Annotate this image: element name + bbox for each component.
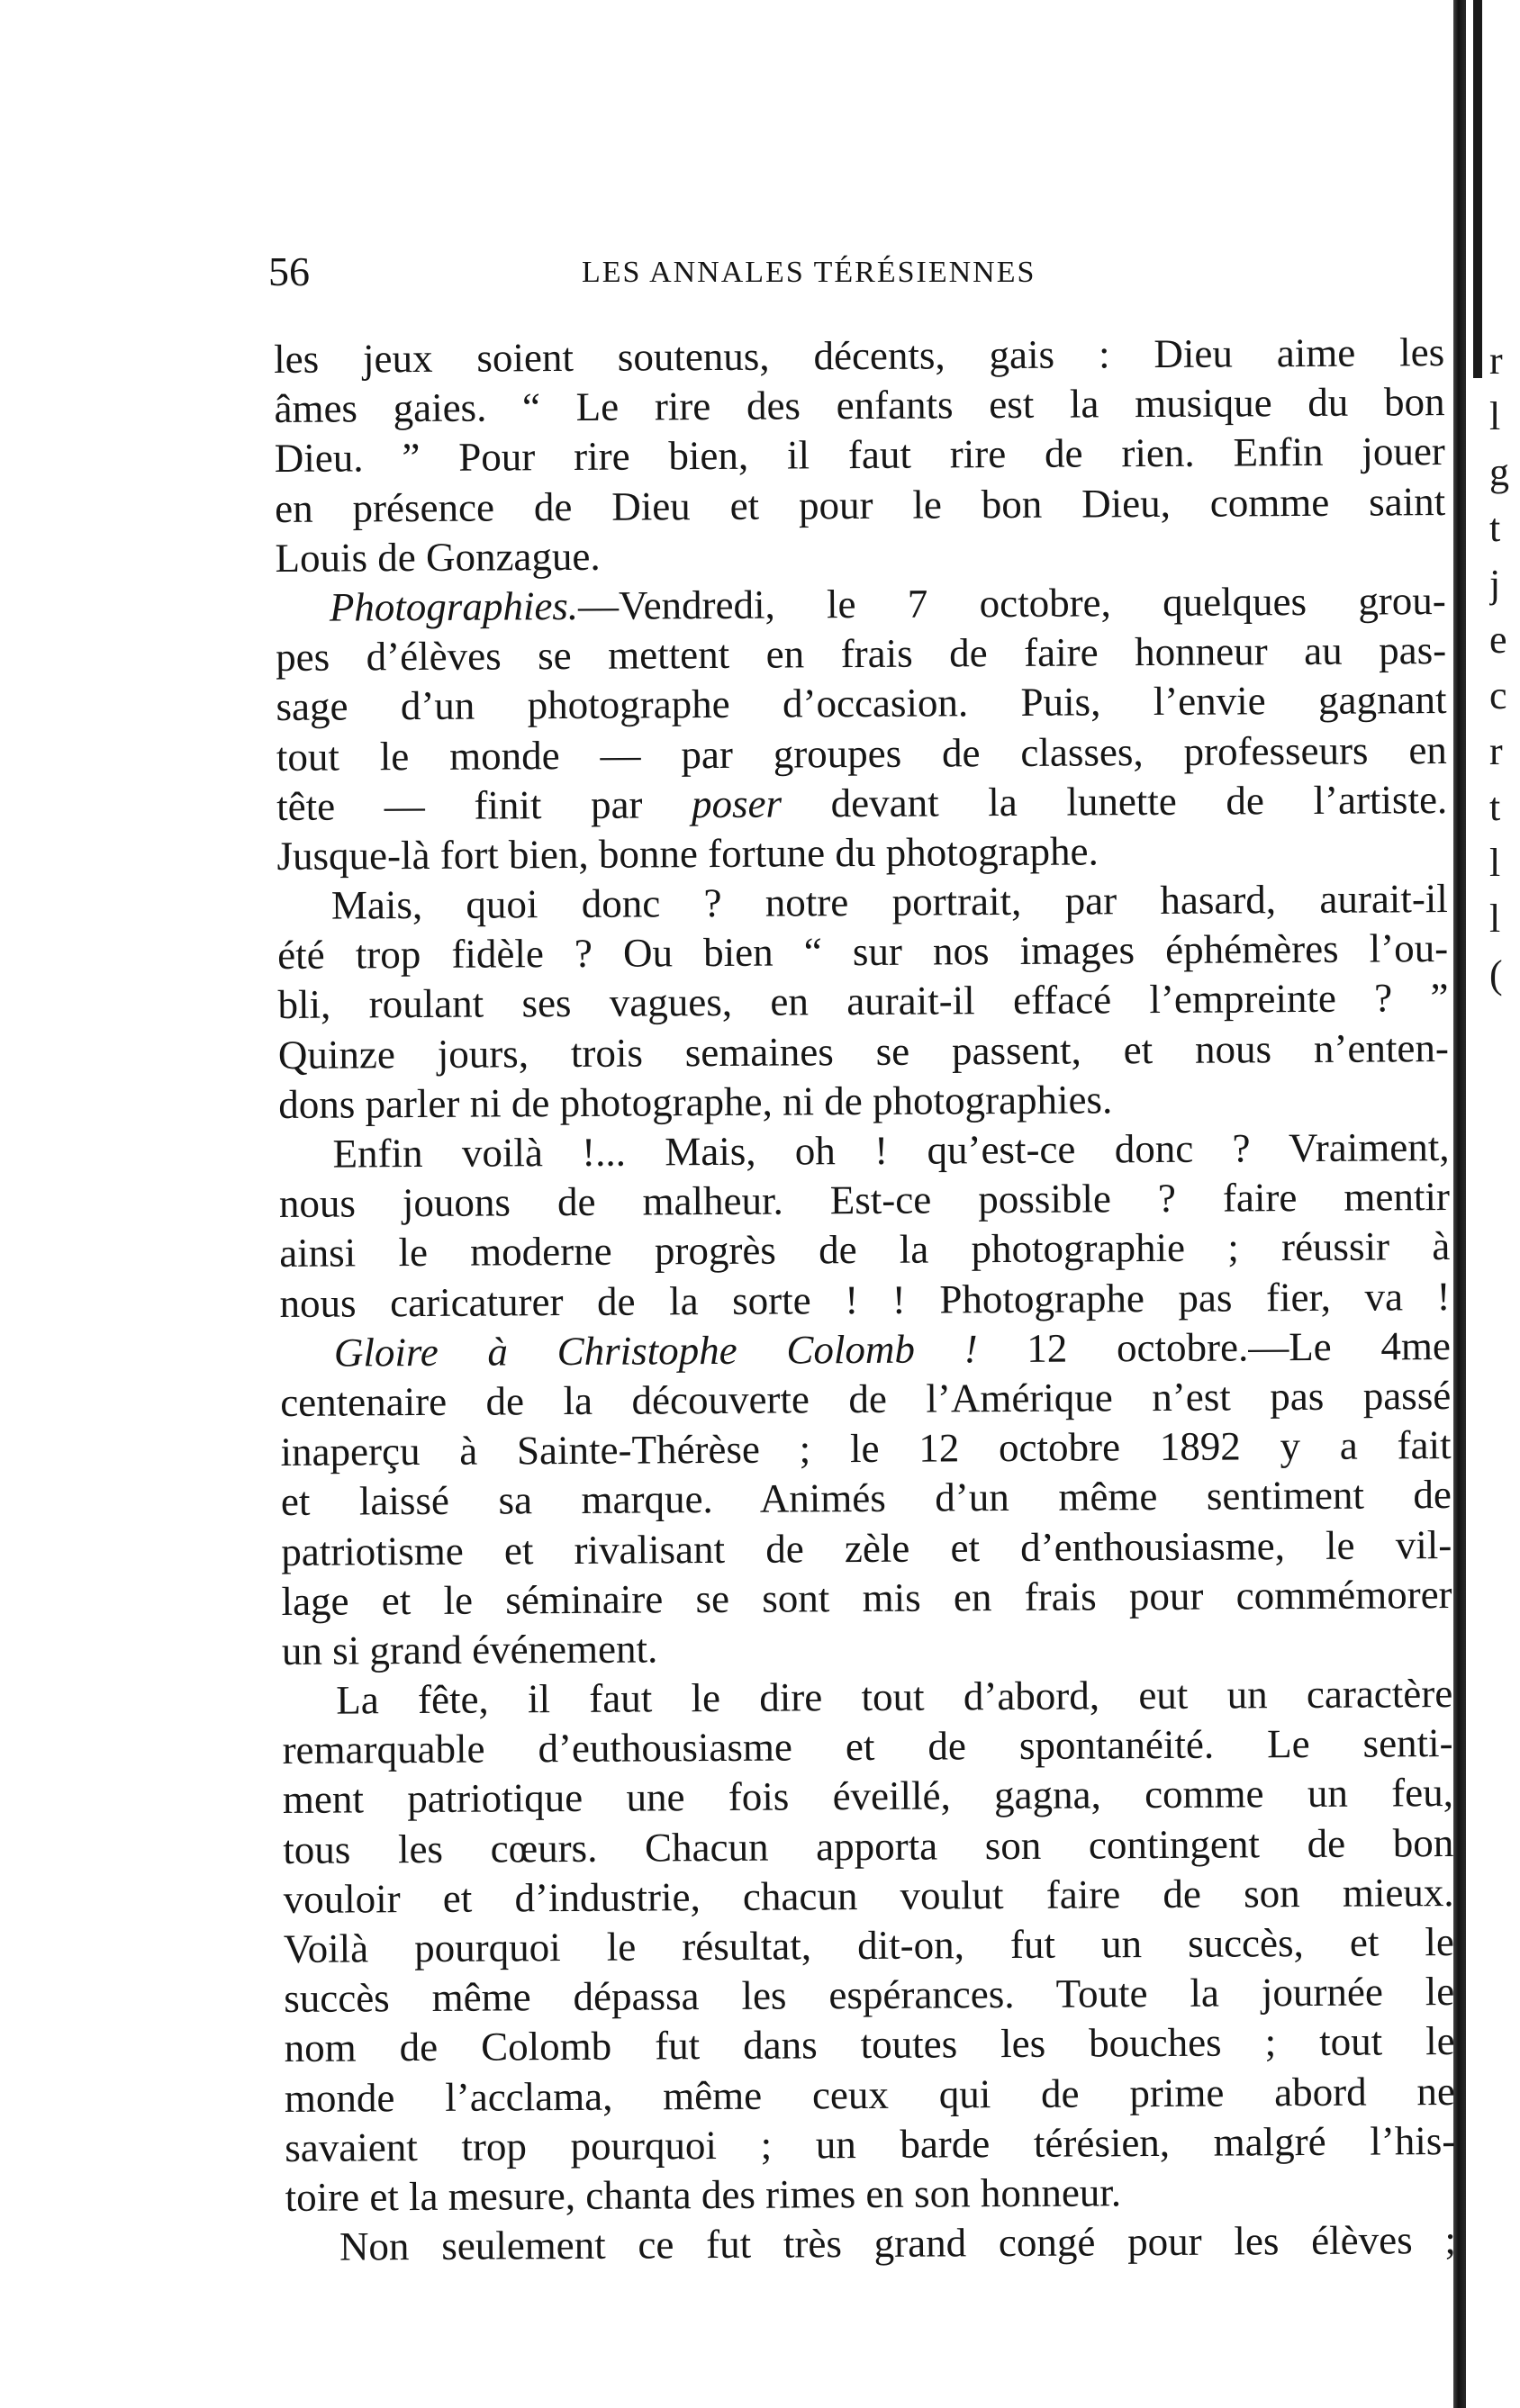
text-line xyxy=(275,427,1445,483)
text-run: patriotisme et rivalisant de zèle et d’enthousiasme, le vil- xyxy=(281,1521,1452,1574)
text-line xyxy=(276,626,1446,682)
text-line xyxy=(275,477,1445,534)
text-line xyxy=(274,377,1444,434)
page-number: 56 xyxy=(268,248,310,294)
text-run: 12 octobre.—Le 4me xyxy=(977,1322,1452,1371)
text-run: tout le monde — par groupes de classes, professeurs en xyxy=(276,726,1447,780)
text-run: inaperçu à Sainte-Thérèse ; le 12 octobre 1892 y a fait xyxy=(280,1422,1452,1475)
text-line xyxy=(274,328,1444,384)
text-run: Non seulement ce fut très grand congé pour les élèves ; xyxy=(339,2217,1457,2269)
text-run: tous les cœurs. Chacun apporta son contingent de bon xyxy=(283,1819,1454,1872)
text-line xyxy=(276,775,1447,832)
text-line xyxy=(276,825,1447,881)
text-line xyxy=(285,2067,1455,2124)
page-header xyxy=(268,245,1115,299)
text-line xyxy=(276,726,1447,782)
text-line xyxy=(285,2215,1456,2272)
text-run: succès même dépassa les espérances. Toute la journée le xyxy=(284,1969,1455,2022)
text-run: vouloir et d’industrie, chacun voulut faire de son mieux. xyxy=(283,1869,1454,1922)
text-line xyxy=(278,1073,1449,1130)
text-run: Voilà pourquoi le résultat, dit-on, fut un succès, et le xyxy=(283,1919,1455,1971)
text-run: —Vendredi, le 7 octobre, quelques grou- xyxy=(577,577,1446,628)
text-line xyxy=(283,1768,1453,1825)
text-run: nous caricaturer de la sorte ! ! Photographe pas fier, va ! xyxy=(279,1273,1451,1326)
text-line xyxy=(279,1172,1450,1229)
text-line xyxy=(279,1222,1450,1278)
text-run: Quinze jours, trois semaines se passent, et nous n’enten- xyxy=(277,1024,1450,1078)
text-run: tête — finit par xyxy=(276,781,643,829)
text-run: devant la lunette de l’artiste. xyxy=(830,776,1448,825)
text-run: et laissé sa marque. Animés d’un même sentiment de xyxy=(280,1472,1452,1525)
text-line xyxy=(276,576,1446,633)
text-line xyxy=(283,1868,1453,1925)
text-run: été trop fidèle ? Ou bien “ sur nos images éphémères l’ou- xyxy=(277,925,1449,979)
text-run: La fête, il faut le dire tout d’abord, eut un caractère xyxy=(336,1671,1453,1723)
edge-letter: c xyxy=(1489,673,1507,717)
text-line xyxy=(279,1272,1450,1329)
text-run: en présence de Dieu et pour le bon Dieu, comme saint xyxy=(275,478,1446,531)
edge-letter: t xyxy=(1489,785,1501,829)
text-run: pes d’élèves se mettent en frais de faire honneur au pas- xyxy=(276,627,1447,681)
edge-letter: t xyxy=(1489,506,1501,550)
text-run: centenaire de la découverte de l’Amérique n’est pas passé xyxy=(280,1372,1452,1425)
italic-run: Gloire à Christophe Colomb ! xyxy=(333,1325,978,1375)
text-run: Mais, quoi donc ? notre portrait, par hasard, aurait-il xyxy=(330,876,1449,928)
text-run: lage et le séminaire se sont mis en frais pour commémorer xyxy=(281,1571,1452,1624)
text-run: toire et la mesure, chanta des rimes en son honneur. xyxy=(285,2169,1122,2220)
text-run: un si grand événement. xyxy=(281,1626,658,1673)
text-line xyxy=(277,973,1448,1030)
text-line xyxy=(280,1321,1451,1378)
binding-edge xyxy=(1453,0,1466,2408)
edge-letter: g xyxy=(1489,450,1509,494)
edge-letter: l xyxy=(1489,394,1501,438)
text-run: bli, roulant ses vagues, en aurait-il effacé l’empreinte ? ” xyxy=(277,975,1449,1028)
body-text xyxy=(274,328,1456,2272)
text-line xyxy=(277,874,1448,931)
text-line xyxy=(282,1718,1452,1775)
edge-letter: j xyxy=(1489,562,1501,606)
text-line xyxy=(282,1619,1452,1676)
text-run: Enfin voilà !... Mais, oh ! qu’est-ce donc ? Vraiment, xyxy=(332,1124,1450,1177)
text-run: Dieu. ” Pour rire bien, il faut rire de rien. Enfin jouer xyxy=(274,428,1445,482)
text-run: remarquable d’euthousiasme et de spontanéité. Le senti- xyxy=(282,1720,1453,1773)
text-line xyxy=(285,2116,1455,2173)
text-line xyxy=(278,1024,1449,1080)
text-line xyxy=(281,1470,1452,1527)
text-run: nous jouons de malheur. Est-ce possible ? faire mentir xyxy=(278,1174,1451,1227)
text-line xyxy=(284,1917,1454,1974)
text-line xyxy=(281,1570,1452,1627)
edge-letter: ( xyxy=(1489,952,1503,997)
text-run: âmes gaies. “ Le rire des enfants est la musique du bon xyxy=(274,379,1445,432)
text-run: sage d’un photographe d’occasion. Puis, l’envie gagnant xyxy=(276,677,1447,730)
edge-letter: e xyxy=(1489,618,1507,662)
edge-letter: r xyxy=(1489,729,1503,773)
text-line xyxy=(280,1371,1451,1428)
text-line xyxy=(277,924,1448,980)
text-run: monde l’acclama, même ceux qui de prime abord ne xyxy=(284,2068,1456,2121)
text-line xyxy=(282,1669,1452,1726)
edge-letter: r xyxy=(1489,338,1503,383)
text-line xyxy=(284,1967,1454,2024)
text-run: Jusque-là fort bien, bonne fortune du photographe. xyxy=(276,828,1099,879)
text-line xyxy=(278,1123,1449,1179)
text-line xyxy=(285,2166,1455,2223)
italic-run: poser xyxy=(691,780,783,826)
text-run: ainsi le moderne progrès de la photographie ; réussir à xyxy=(279,1223,1451,1276)
text-run: les jeux soient soutenus, décents, gais : Dieu aime les xyxy=(274,329,1445,382)
text-run: savaient trop pourquoi ; un barde térésien, malgré l’his- xyxy=(285,2117,1456,2170)
text-line xyxy=(275,527,1445,583)
text-run: nom de Colomb fut dans toutes les bouches ; tout le xyxy=(284,2018,1455,2071)
edge-letter: l xyxy=(1489,841,1501,885)
text-line xyxy=(281,1520,1452,1577)
facing-page-edge-letters xyxy=(1489,333,1520,1003)
text-line xyxy=(280,1420,1451,1477)
text-run: Louis de Gonzague. xyxy=(275,533,601,581)
binding-edge-top xyxy=(1473,0,1482,378)
text-line xyxy=(276,675,1446,732)
text-line xyxy=(283,1818,1453,1875)
text-run: ment patriotique une fois éveillé, gagna, comme un feu, xyxy=(282,1770,1454,1823)
italic-run: Photographies. xyxy=(329,582,579,630)
text-line xyxy=(284,2016,1454,2073)
edge-letter: l xyxy=(1489,897,1501,941)
text-run: dons parler ni de photographe, ni de photographies. xyxy=(278,1077,1113,1127)
running-title: LES ANNALES TÉRÉSIENNES xyxy=(582,256,1036,289)
